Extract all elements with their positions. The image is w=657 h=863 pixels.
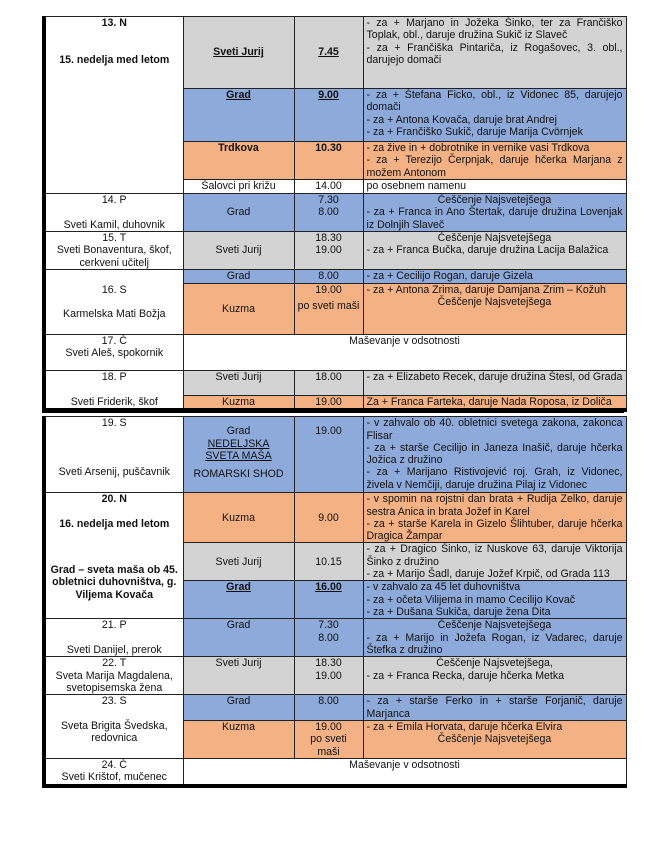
- time-value: 18.30: [315, 232, 342, 244]
- intention-line: - za + Emila Horvata, daruje hčerka Elvira: [366, 721, 563, 734]
- location-cell: Šalovci pri križu: [183, 180, 294, 194]
- table-row: [44, 493, 626, 543]
- intention-line: - v zahvalo za 45 let duhovništva: [366, 581, 521, 594]
- saint-label: Sveti Arsenij, puščavnik: [58, 466, 170, 479]
- saint-label: Sveta Marija Magdalena, svetopisemska žena: [55, 669, 173, 695]
- intention-line: Za + Franca Farteka, daruje Nada Roposa, iz Doliča: [366, 396, 612, 408]
- intention-cell: [363, 17, 626, 89]
- time-cell: [294, 721, 363, 759]
- intention-line: - za + starše Ferko in + starše Forjanič, daruje Marjanca: [366, 695, 623, 720]
- absence-note: Maševanje v odsotnosti: [183, 335, 626, 371]
- intention-line: - za + Marijano Ristivojević roj. Grah, iz Vidonec, živela v Nemčiji, daruje družina Pilaj iz Vidonec: [366, 466, 623, 491]
- intention-cell: [363, 619, 626, 657]
- table-row: [44, 417, 626, 493]
- time-value: po sveti maši: [310, 733, 347, 758]
- location-cell: Kuzma: [183, 493, 294, 543]
- location-cell: Kuzma: [183, 284, 294, 335]
- time-value: 19.00: [315, 284, 342, 296]
- time-value: 19.00: [315, 244, 342, 257]
- day-label: 19. S: [101, 417, 127, 430]
- day-cell: [44, 17, 183, 194]
- day-label: 16. S: [101, 283, 127, 296]
- time-cell: 9.00: [294, 493, 363, 543]
- saint-label: Sveti Bonaventura, škof, cerkveni učitelj: [56, 244, 172, 269]
- intention-cell: [363, 89, 626, 142]
- saint-label: Sveti Krištof, mučenec: [61, 771, 167, 784]
- schedule-table-week-2: [42, 416, 627, 787]
- intention-cell: [363, 493, 626, 543]
- location-cell: Grad: [183, 194, 294, 232]
- table-row: [44, 619, 626, 657]
- time-value: po sveti maši: [297, 300, 360, 313]
- celebration-note: Grad – sveta maša ob 45. obletnici duhovništva, g. Viljema Kovača: [50, 564, 178, 601]
- day-cell: [44, 335, 183, 371]
- intention-line: - v spomin na rojstni dan brata + Rudija Zelko, daruje sestra Anica in brata Jožef in Karel: [366, 493, 623, 518]
- location-cell: Grad: [183, 581, 294, 619]
- time-cell: 7.45: [294, 17, 363, 89]
- intention-cell: [363, 581, 626, 619]
- day-cell: [44, 695, 183, 759]
- table-row: [44, 194, 626, 232]
- time-value: 8.00: [318, 206, 339, 219]
- intention-cell: [363, 270, 626, 284]
- day-cell: [44, 232, 183, 270]
- location-cell: Grad: [183, 270, 294, 284]
- table-row: [44, 232, 626, 270]
- day-label: 15. T: [102, 232, 127, 244]
- table-row: [44, 657, 626, 695]
- time-cell: 16.00: [294, 581, 363, 619]
- time-cell: [294, 417, 363, 493]
- intention-cell: [363, 721, 626, 759]
- time-cell: [294, 657, 363, 695]
- location-cell: Sveti Jurij: [183, 371, 294, 396]
- intention-line: - za + Cecilijo Rogan, daruje Gizela: [366, 270, 533, 282]
- intention-line: po osebnem namenu: [366, 180, 467, 192]
- table-row: [44, 17, 626, 89]
- intention-line: - za + starše Karela in Gizelo Šlihtuber, daruje hčerka Dragica Žampar: [366, 517, 623, 543]
- intention-cell: [363, 180, 626, 194]
- time-value: 19.00: [315, 669, 342, 682]
- day-label: 23. S: [101, 695, 127, 708]
- intention-line: - za + Dušana Sukiča, daruje žena Dita: [366, 606, 551, 619]
- table-row: [44, 371, 626, 396]
- intention-cell: [363, 695, 626, 721]
- intention-line: - za + Marjano in Jožeka Šinko, ter za Frančiško Toplak, obl., daruje družina Sukič iz Slaveč: [366, 17, 623, 42]
- intention-line: - za + Franca Recka, daruje hčerka Metka: [366, 669, 565, 682]
- absence-note: Maševanje v odsotnosti: [183, 759, 626, 786]
- time-value: 7.30: [318, 619, 339, 632]
- location-cell: [183, 417, 294, 493]
- table-row: [44, 695, 626, 721]
- intention-cell: [363, 371, 626, 396]
- location-note: NEDELJSKA SVETA MAŠA: [205, 437, 272, 462]
- intention-line: Češčenje Najsvetejšega: [437, 733, 552, 746]
- location-cell: Grad: [183, 89, 294, 142]
- intention-line: - za + Frančiška Pintariča, iz Rogašovec, 3. obl., darujejo domači: [366, 41, 623, 66]
- time-value: 8.00: [318, 631, 339, 644]
- intention-line: - za + Frančiško Sukič, daruje Marija Cvörnjek: [366, 125, 583, 138]
- saint-label: 15. nedelja med letom: [59, 53, 170, 66]
- day-label: 13. N: [101, 17, 127, 29]
- time-cell: 18.00: [294, 371, 363, 396]
- time-cell: [294, 619, 363, 657]
- intention-cell: [363, 232, 626, 270]
- intention-line: Češčenje Najsvetejšega: [437, 194, 552, 206]
- time-value: 19.00: [315, 721, 342, 734]
- location-cell: Sveti Jurij: [183, 543, 294, 581]
- time-cell: 14.00: [294, 180, 363, 194]
- day-label: 18. P: [101, 371, 127, 383]
- location-cell: Grad: [183, 695, 294, 721]
- table-row: [44, 270, 626, 284]
- time-cell: 10.15: [294, 543, 363, 581]
- saint-label: Sveti Kamil, duhovnik: [63, 218, 165, 231]
- location-cell: Trdkova: [183, 142, 294, 180]
- saint-label: 16. nedelja med letom: [59, 517, 170, 530]
- intention-line: - za + Terezijo Čerpnjak, daruje hčerka Marjana z možem Antonom: [366, 154, 623, 179]
- time-cell: [294, 284, 363, 335]
- time-cell: 8.00: [294, 695, 363, 721]
- day-label: 22. T: [102, 657, 127, 670]
- time-cell: [294, 194, 363, 232]
- intention-line: - za + Franca Bučka, daruje družina Lacija Balažica: [366, 244, 609, 257]
- location-note: ROMARSKI SHOD: [193, 468, 284, 481]
- intention-cell: [363, 396, 626, 411]
- intention-line: Češčenje Najsvetejšega: [437, 232, 552, 244]
- saint-label: Sveti Danijel, prerok: [66, 644, 162, 657]
- time-value: 19.00: [315, 425, 342, 438]
- intention-cell: [363, 543, 626, 581]
- time-value: 18.30: [315, 657, 342, 670]
- day-cell: [44, 759, 183, 786]
- intention-cell: [363, 284, 626, 335]
- time-cell: 19.00: [294, 396, 363, 411]
- day-label: 24. Č: [101, 759, 127, 772]
- location-name: Grad: [226, 425, 251, 438]
- location-cell: Kuzma: [183, 396, 294, 411]
- saint-label: Karmelska Mati Božja: [63, 308, 166, 321]
- intention-line: - za + Dragico Šinko, iz Nuskove 63, daruje Viktorija Šinko z družino: [366, 543, 623, 568]
- location-cell: Sveti Jurij: [183, 232, 294, 270]
- intention-cell: [363, 657, 626, 695]
- intention-line: - za + Elizabeto Recek, daruje družina Štesl, od Grada: [366, 371, 623, 383]
- day-label: 21. P: [101, 619, 127, 632]
- saint-label: Sveti Aleš, spokornik: [65, 347, 164, 360]
- intention-line: Češčenje Najsvetejšega,: [436, 657, 553, 670]
- intention-line: - za + starše Cecilijo in Janeza Inašič, daruje hčerka Jožica z družino: [366, 441, 623, 467]
- intention-line: - za + Marijo in Jožefa Rogan, iz Vadarec, daruje Štefka z družino: [366, 631, 623, 657]
- saint-label: Sveta Brigita Švedska, redovnica: [60, 720, 168, 745]
- intention-line: - za + Marijo Šadl, daruje Jožef Krpič, od Grada 113: [366, 568, 610, 581]
- intention-line: - v zahvalo ob 40. obletnici svetega zakona, zakonca Flisar: [366, 417, 623, 442]
- time-cell: 9.00: [294, 89, 363, 142]
- intention-line: - za žive in + dobrotnike in vernike vasi Trdkova: [366, 142, 590, 154]
- intention-line: - za + Antona Kovača, daruje brat Andrej: [366, 113, 558, 126]
- time-cell: 8.00: [294, 270, 363, 284]
- day-cell: [44, 619, 183, 657]
- time-cell: [294, 232, 363, 270]
- intention-line: - za + Štefana Ficko, obl., iz Vidonec 85, darujejo domači: [366, 89, 623, 114]
- intention-line: - za + Franca in Ano Štertak, daruje družina Lovenjak iz Dolnjih Slaveč: [366, 206, 623, 231]
- time-value: 7.30: [318, 194, 339, 206]
- time-cell: 10.30: [294, 142, 363, 180]
- day-cell: [44, 194, 183, 232]
- day-cell: [44, 270, 183, 335]
- location-cell: Sveti Jurij: [183, 17, 294, 89]
- day-label: 14. P: [101, 194, 127, 206]
- intention-cell: [363, 417, 626, 493]
- day-cell: [44, 371, 183, 411]
- intention-line: Češčenje Najsvetejšega: [437, 296, 552, 309]
- location-cell: Kuzma: [183, 721, 294, 759]
- day-cell: [44, 657, 183, 695]
- intention-cell: [363, 194, 626, 232]
- location-cell: Sveti Jurij: [183, 657, 294, 695]
- schedule-table-week-1: [42, 16, 627, 412]
- day-label: 20. N: [101, 493, 127, 506]
- day-label: 17. Č: [101, 335, 127, 347]
- table-row: [44, 335, 626, 371]
- intention-line: Češčenje Najsvetejšega: [437, 619, 552, 632]
- intention-line: - za + Antona Zrima, daruje Damjana Zrim – Kožuh: [366, 284, 606, 296]
- day-cell: [44, 493, 183, 619]
- intention-line: - za + očeta Vilijema in mamo Cecilijo Kovač: [366, 593, 576, 606]
- table-row: [44, 759, 626, 786]
- intention-cell: [363, 142, 626, 180]
- saint-label: Sveti Friderik, škof: [70, 395, 158, 408]
- mass-schedule: [42, 16, 624, 788]
- day-cell: [44, 417, 183, 493]
- location-cell: Grad: [183, 619, 294, 657]
